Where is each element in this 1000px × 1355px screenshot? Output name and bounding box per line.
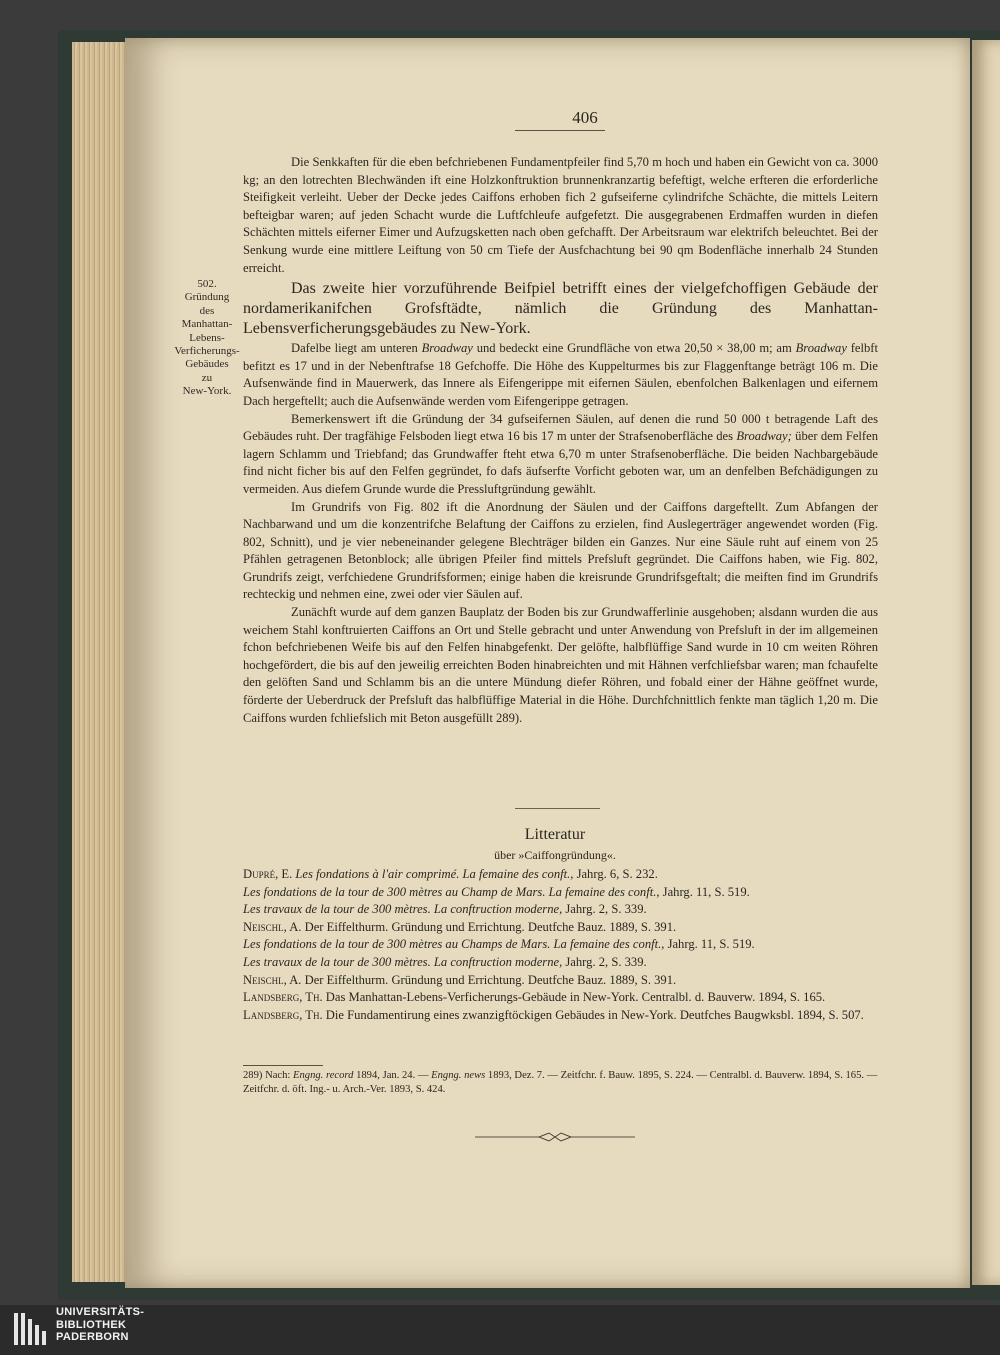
ref-author: Dupré, E. bbox=[243, 867, 293, 881]
section-separator bbox=[515, 808, 600, 809]
footnote-text: 1893, Dez. 7. — Zeitfchr. f. Bauw. 1895, S. 224. — Centralbl. d. Bauverw. 1894, S. 165. — Zeitfchr. d. öft. Ing.- u. Arch.-Ver. 1893, S. 424. bbox=[243, 1070, 878, 1095]
text-run: Bemerkenswert ift die Gründung der 34 gufseifernen Säulen, auf denen die rund 50 000 t betragende Laft des Gebäudes ruht. Der tragfähige Felsboden liegt etwa 16 bis 17 m unter der Strafsenoberfläche des bbox=[243, 411, 878, 444]
end-ornament bbox=[475, 1131, 635, 1143]
ref-title: Les fondations à l'air comprimé. bbox=[295, 867, 460, 881]
margin-note-line: Gründung bbox=[184, 291, 230, 304]
ref-rest: Der Eiffelthurm. Gründung und Errichtung. Deutfche Bauz. 1889, S. 391. bbox=[301, 919, 677, 934]
library-name-line: BIBLIOTHEK bbox=[56, 1318, 127, 1331]
literature-title: Litteratur bbox=[524, 826, 586, 843]
ref-journal: La femaine des conft., bbox=[462, 867, 574, 881]
literature-entry bbox=[243, 919, 883, 937]
literature-entry bbox=[243, 884, 883, 902]
book-page bbox=[125, 38, 970, 1288]
ref-author: Neischl, A. bbox=[243, 972, 302, 987]
margin-note-line: Lebens- bbox=[189, 331, 225, 344]
body-text bbox=[243, 154, 878, 727]
literature-list bbox=[243, 866, 883, 1024]
footnote-text: 289) Nach: bbox=[243, 1070, 294, 1081]
italic-run: Broadway bbox=[795, 341, 847, 356]
literature-subtitle: über »Caiffongründung«. bbox=[494, 848, 616, 862]
literature-entry bbox=[243, 936, 883, 954]
literature-entry bbox=[243, 989, 883, 1007]
ref-journal: La femaine des conft., bbox=[553, 937, 665, 952]
section-heading: Das zweite hier vorzuführende Beifpiel betrifft eines der vielgefchoffigen Gebäude der nordamerikanifchen Grofsftädte, nämlich die Gründung des Manhattan-Lebensverficherungsgebäudes zu New-York. bbox=[243, 280, 878, 338]
ref-title: Les travaux de la tour de 300 mètres. bbox=[243, 954, 431, 969]
literature-entry bbox=[243, 1007, 883, 1025]
footnote-italic: Engng. news bbox=[431, 1070, 486, 1081]
margin-note-line: Manhattan- bbox=[181, 318, 233, 331]
margin-note-line: Verficherungs- bbox=[174, 345, 240, 358]
literature-entry bbox=[243, 972, 883, 990]
paragraph-3 bbox=[243, 411, 878, 499]
margin-note-line: des bbox=[199, 304, 215, 317]
ref-author: Landsberg, Th. bbox=[243, 990, 323, 1005]
italic-run: Broadway bbox=[421, 341, 473, 356]
footnote bbox=[243, 1069, 883, 1097]
paragraph-4: Im Grundrifs von Fig. 802 ift die Anordnung der Säulen und der Caiffons dargeftellt. Zum Abfangen der Nachbarwand und um die konzentrifche Belaftung der Caiffons zu erzielen, find Auslegerträger angewendet worden (Fig. 802, Schnitt), und je vier nebeneinander gelegene Blechträger bilden ein Ganzes. Nur eine Säule ruht auf einem von 25 Pfählen getragenen Betonblock; alle übrigen Pfeiler find mittels Prefsluft gegründet. Die Caiffons haben, wie Fig. 802, Grundrifs zeigt, verfchiedene Grundrifsformen; einige haben die kreisrunde Grundrifsgeftalt; die meiften find im Grundrifs rechteckig und nehmen eine, zwei oder vier Säulen auf. bbox=[243, 499, 878, 602]
margin-note-line: New-York. bbox=[182, 385, 232, 398]
page-number: 406 bbox=[572, 108, 598, 127]
ref-rest: Jahrg. 2, S. 339. bbox=[562, 954, 647, 969]
paragraph-2 bbox=[243, 340, 878, 410]
literature-entry bbox=[243, 901, 883, 919]
literature-entry bbox=[243, 866, 883, 884]
ref-rest: Jahrg. 2, S. 339. bbox=[562, 902, 647, 917]
ref-journal: La conftruction moderne, bbox=[433, 902, 563, 917]
ref-journal: La femaine des conft., bbox=[548, 884, 660, 899]
ref-rest: Die Fundamentirung eines zwanzigftöckigen Gebäudes in New-York. Deutfches Baugwksbl. 1894, S. 507. bbox=[322, 1007, 864, 1022]
ref-rest: Jahrg. 6, S. 232. bbox=[573, 867, 658, 881]
margin-note-line: 502. bbox=[197, 278, 217, 290]
ref-title: Les travaux de la tour de 300 mètres. bbox=[243, 902, 431, 917]
ref-title: Les fondations de la tour de 300 mètres au Champs de Mars. bbox=[243, 937, 551, 952]
ref-title: Les fondations de la tour de 300 mètres au Champ de Mars. bbox=[243, 884, 546, 899]
margin-note-line: zu bbox=[201, 371, 213, 384]
paragraph-5: Zunächft wurde auf dem ganzen Bauplatz der Boden bis zur Grundwafferlinie ausgehoben; alsdann wurden die aus weichem Stahl konftruierten Caiffons an Ort und Stelle gebracht und unter Anwendung von Prefsluft in der im allgemeinen fchon befchriebenen Weife bis auf den Felfen hinabgefenkt. Der gelöfte, halbflüffige Sand wurde in 10 cm weiten Röhren hochgefördert, die bis auf den jeweilig erreichten Boden hinabreichten und mit Hähnen verfchliefsbar waren; man fchaufelte den gelöften Sand und Schlamm bis an die untere Mündung diefer Röhren, und fobald einer der Hähne geöffnet wurde, förderte der Ueberdruck der Prefsluft das halbflüffige Material in die Höhe. Durchfchnittlich fenkte man täglich 1,20 m. Die Caiffons wurden fchliefslich mit Beton ausgefüllt 289). bbox=[243, 605, 878, 725]
literature-entry bbox=[243, 954, 883, 972]
library-name bbox=[56, 1306, 144, 1344]
text-run: Dafelbe liegt am unteren bbox=[291, 341, 422, 356]
text-run: und bedeckt eine Grundfläche von etwa 20,50 × 38,00 m; am bbox=[472, 341, 796, 356]
ref-journal: La conftruction moderne, bbox=[433, 954, 563, 969]
margin-note-line: Gebäudes bbox=[185, 358, 229, 371]
header-rule bbox=[515, 130, 605, 131]
italic-run: Broadway; bbox=[736, 429, 792, 444]
footnote-rule bbox=[243, 1065, 323, 1066]
footnote-text: 1894, Jan. 24. — bbox=[353, 1070, 432, 1081]
library-name-line: UNIVERSITÄTS- bbox=[56, 1306, 145, 1318]
ref-author: Landsberg, Th. bbox=[243, 1007, 323, 1022]
footnote-italic: Engng. record bbox=[293, 1070, 354, 1081]
ref-rest: Das Manhattan-Lebens-Verficherungs-Gebäude in New-York. Centralbl. d. Bauverw. 1894, S. 165. bbox=[322, 990, 826, 1005]
text-run: über dem Felfen lagern Schlamm und Triebfand; das Grundwaffer fteht etwa 6,70 m unter Strafsenoberfläche. Die beiden Nachbargebäude find nicht ficher bis auf den Felfen gegründet, fo dafs äufserfte Vorficht geboten war, um an denfelben Befchädigungen zu vermeiden. Aus diefem Grunde wurde die Pressluftgründung gewählt. bbox=[243, 429, 878, 496]
margin-note bbox=[167, 278, 247, 399]
paragraph-1: Die Senkkaften für die eben befchriebenen Fundamentpfeiler find 5,70 m hoch und haben ein Gewicht von ca. 3000 kg; an den lotrechten Blechwänden ift eine Holzkonftruktion brunnenkranzartig befeftigt, welche erfteren die erforderliche Steifigkeit verleiht. Ueber der Decke jedes Caiffons erhoben fich 2 gufseiferne cylindrifche Schächte, die mittels Leitern befteigbar waren; auf jeden Schacht wurde die Luftfchleufe aufgefetzt. Die ausgegrabenen Erdmaffen wurden in diefen Schächten mittels eiferner Eimer und Aufzugsketten nach oben gefchafft. Der Arbeitsraum war elektrifch beleuchtet. Bei der Senkung wurde eine mittlere Leiftung von 50 cm Tiefe der Ausfchachtung bei 90 qm Bodenfläche innerhalb 24 Stunden erreicht. bbox=[243, 155, 878, 275]
ref-rest: Der Eiffelthurm. Gründung und Errichtung. Deutfche Bauz. 1889, S. 391. bbox=[301, 972, 677, 987]
ref-rest: Jahrg. 11, S. 519. bbox=[659, 884, 750, 899]
library-logo-icon bbox=[12, 1309, 52, 1349]
library-name-line: PADERBORN bbox=[56, 1331, 129, 1343]
text-run: felbft befitzt es 17 und in der Nebenftrafse 18 Gefchoffe. Die Höhe des Kuppelturmes bis zur Flaggenftange beträgt 106 m. Die Aufsenwände find in Mauerwerk, das Innere als Eifengerippe mit eifernen Säulen, ebenfolchen Balkenlagen und eifernem Dach hergeftellt; auch die Aufsenwände werden vom Eifengerippe getragen. bbox=[243, 341, 878, 408]
library-footer bbox=[0, 1305, 1000, 1355]
ref-author: Neischl, A. bbox=[243, 919, 302, 934]
next-page-edge bbox=[972, 40, 1000, 1285]
ref-rest: Jahrg. 11, S. 519. bbox=[664, 937, 755, 952]
page-edges bbox=[72, 42, 132, 1282]
